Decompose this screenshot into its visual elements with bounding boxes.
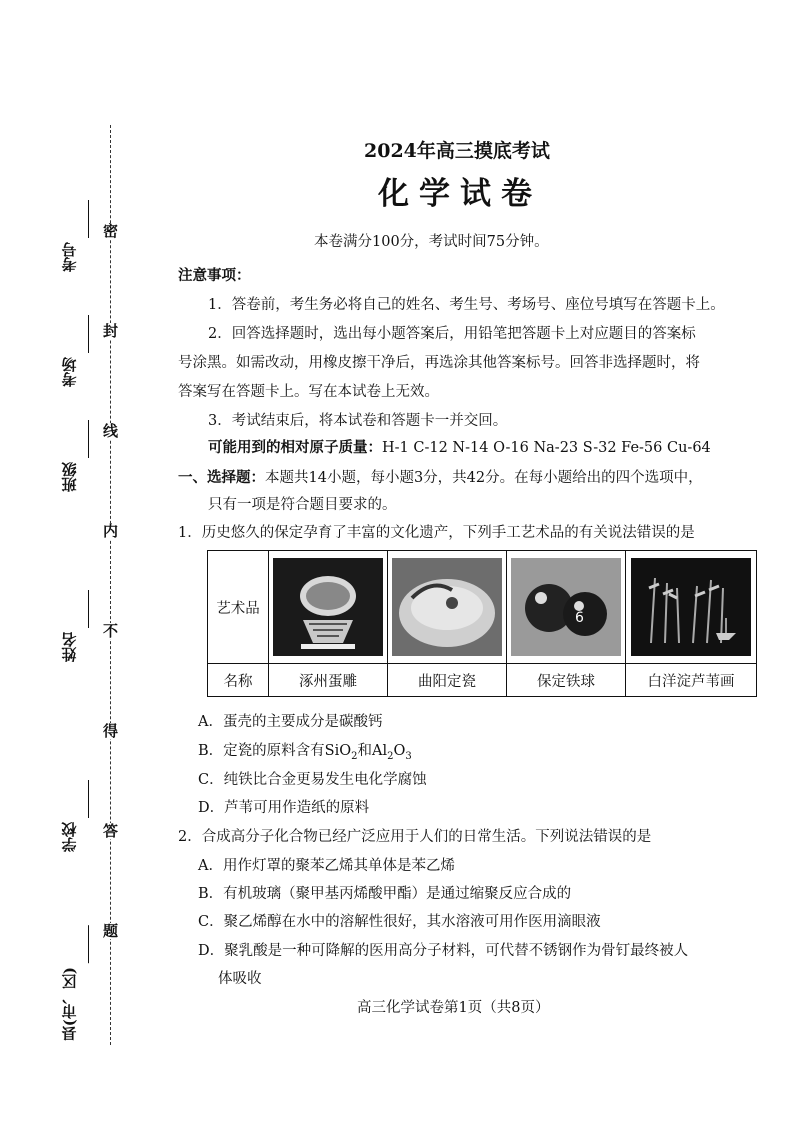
q2-stem: 2．合成高分子化合物已经广泛应用于人们的日常生活。下列说法错误的是 [178, 829, 652, 845]
seal-char: 线 [103, 422, 119, 440]
field-label: 考场 [60, 357, 79, 387]
section-1-header [178, 468, 703, 488]
atomic-masses [208, 438, 711, 458]
seal-char: 得 [103, 722, 119, 740]
field-exam-number[interactable] [50, 200, 89, 272]
notes-heading: 注意事项： [178, 267, 251, 284]
artwork-name: 涿州蛋雕 [269, 664, 388, 697]
artwork-table [207, 550, 757, 697]
artwork-photo-reed-painting [626, 551, 757, 664]
seal-char: 内 [103, 522, 119, 540]
section-desc: 本题共14小题，每小题3分，共42分。在每小题给出的四个选项中， [265, 470, 703, 486]
note-2c: 答案写在答题卡上。写在本试卷上无效。 [178, 384, 439, 400]
page-footer: 高三化学试卷第1页（共8页） [357, 1000, 550, 1016]
q2-option-d-cont: 体吸收 [218, 971, 262, 987]
q2-option-a[interactable]: A．用作灯罩的聚苯乙烯其单体是苯乙烯 [198, 858, 455, 874]
subscript: 2 [351, 750, 358, 762]
q2-option-d[interactable]: D．聚乳酸是一种可降解的医用高分子材料，可代替不锈钢作为骨钉最终被人 [198, 943, 689, 959]
q2-option-b[interactable]: B．有机玻璃（聚甲基丙烯酸甲酯）是通过缩聚反应合成的 [198, 886, 572, 902]
seal-char: 密 [103, 222, 119, 240]
option-text: 和Al [357, 743, 388, 759]
page-title: 化学试卷 [378, 176, 542, 212]
field-label: 学校 [60, 822, 79, 852]
option-text: O [393, 743, 406, 759]
atomic-masses-values: H-1 C-12 N-14 O-16 Na-23 S-32 Fe-56 Cu-64 [382, 440, 711, 456]
field-label: 县(市、区) [60, 967, 79, 1042]
porcelain-image [392, 558, 502, 656]
seal-char: 题 [103, 922, 119, 940]
field-label: 考号 [60, 242, 79, 272]
field-class[interactable] [50, 420, 89, 492]
field-school[interactable] [50, 780, 89, 852]
field-name[interactable] [50, 590, 89, 662]
iron-balls-image [511, 558, 621, 656]
q1-option-a[interactable]: A．蛋壳的主要成分是碳酸钙 [198, 714, 383, 730]
reed-painting-image [631, 558, 751, 656]
q1-stem: 1．历史悠久的保定孕育了丰富的文化遗产，下列手工艺术品的有关说法错误的是 [178, 525, 695, 541]
note-2b: 号涂黑。如需改动，用橡皮擦干净后，再选涂其他答案标号。回答非选择题时，将 [178, 355, 700, 371]
q2-option-c[interactable]: C．聚乙烯醇在水中的溶解性很好，其水溶液可用作医用滴眼液 [198, 914, 601, 930]
field-label: 班级 [60, 462, 79, 492]
seal-char: 答 [103, 822, 119, 840]
seal-char: 封 [103, 322, 119, 340]
artwork-photo-ding-porcelain [388, 551, 507, 664]
row-label: 艺术品 [208, 551, 269, 664]
seal-char: 不 [103, 622, 119, 640]
q1-option-b[interactable] [198, 741, 412, 767]
svg-text:6: 6 [575, 610, 584, 626]
subscript: 2 [387, 750, 394, 762]
field-label: 姓名 [60, 632, 79, 662]
artwork-photo-egg-carving [269, 551, 388, 664]
artwork-name: 保定铁球 [507, 664, 626, 697]
seal-dashed-line [110, 125, 111, 1045]
subscript: 3 [405, 750, 412, 762]
artwork-photo-iron-balls [507, 551, 626, 664]
egg-carving-image [273, 558, 383, 656]
atomic-masses-label: 可能用到的相对原子质量： [208, 439, 382, 456]
q1-option-c[interactable]: C．纯铁比合金更易发生电化学腐蚀 [198, 772, 427, 788]
row-label: 名称 [208, 664, 269, 697]
note-1: 1．答卷前，考生务必将自己的姓名、考生号、考场号、座位号填写在答题卡上。 [208, 297, 725, 313]
note-3: 3．考试结束后，将本试卷和答题卡一并交回。 [208, 413, 508, 429]
section-desc-2: 只有一项是符合题目要求的。 [208, 497, 397, 513]
artwork-name: 白洋淀芦苇画 [626, 664, 757, 697]
note-2a: 2．回答选择题时，选出每小题答案后，用铅笔把答题卡上对应题目的答案标 [208, 326, 696, 342]
q1-option-d[interactable]: D．芦苇可用作造纸的原料 [198, 800, 370, 816]
exam-info: 本卷满分100分，考试时间75分钟。 [314, 234, 549, 250]
exam-subtitle: 2024年高三摸底考试 [364, 140, 550, 162]
option-text: B．定瓷的原料含有SiO [198, 743, 352, 759]
field-county[interactable] [50, 925, 89, 1041]
field-exam-room[interactable] [50, 315, 89, 387]
artwork-name: 曲阳定瓷 [388, 664, 507, 697]
section-title: 一、选择题： [178, 469, 265, 486]
